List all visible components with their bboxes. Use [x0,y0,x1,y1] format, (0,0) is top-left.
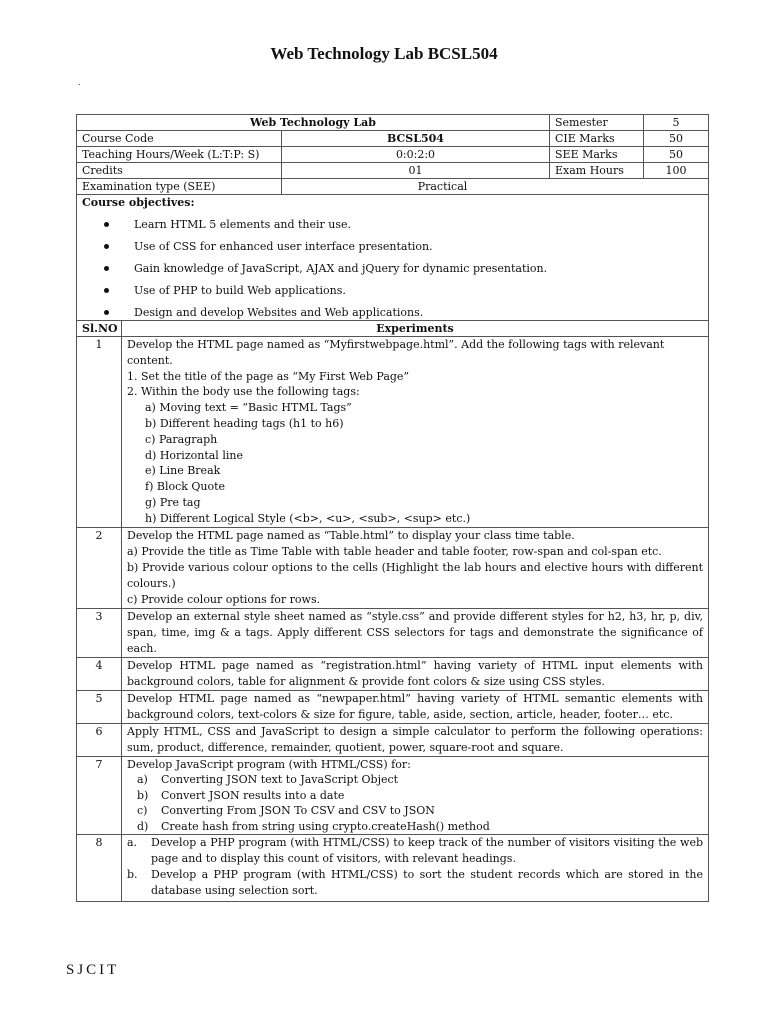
semester-label: Semester [550,115,644,131]
info-label: Credits [77,163,282,179]
experiment-row [77,723,709,756]
experiment-text: Develop HTML page named as “registration.html” having variety of HTML input elements with background colors, table for alignment & provide font colors & size using CSS styles. [122,657,709,690]
experiment-subitem: e) Line Break [145,464,221,478]
info-table [76,114,709,902]
subitem-text: Converting JSON text to JavaScript Object [161,773,399,787]
experiment-text [122,337,709,528]
experiment-line: 2. Within the body use the following tags: [127,385,360,399]
stray-dot: . [78,78,81,87]
experiment-subitem [127,788,703,804]
objective-item: Gain knowledge of JavaScript, AJAX and jQuery for dynamic presentation. [104,261,703,276]
experiment-line: 1. Set the title of the page as “My First Web Page” [127,369,410,383]
info-right-label: SEE Marks [550,147,644,163]
experiment-number: 5 [77,690,122,723]
objectives-list [82,217,703,320]
experiment-number: 6 [77,723,122,756]
experiment-row [77,690,709,723]
objective-item: Learn HTML 5 elements and their use. [104,217,703,232]
experiment-line: Develop JavaScript program (with HTML/CSS) for: [127,757,411,771]
info-right-label: Exam Hours [550,163,644,179]
experiment-text: Apply HTML, CSS and JavaScript to design a simple calculator to perform the following operations: sum, product, difference, remainder, quotient, power, square-root and square. [122,723,709,756]
objective-item: Use of PHP to build Web applications. [104,283,703,298]
subitem-text: Converting From JSON To CSV and CSV to JSON [161,804,435,818]
experiment-text: Develop HTML page named as “newpaper.html” having variety of HTML semantic elements with background colors, text-colors & size for figure, table, aside, section, article, header, footer… etc. [122,690,709,723]
exam-type-value: Practical [282,179,709,195]
info-right-value: 50 [644,131,709,147]
info-label: Teaching Hours/Week (L:T:P: S) [77,147,282,163]
info-value: BCSL504 [282,131,550,147]
subitem-label: a) [137,773,148,787]
experiment-number: 3 [77,608,122,657]
experiment-subitem: a) Moving text = “Basic HTML Tags” [145,401,352,415]
experiment-number: 1 [77,337,122,528]
subitem-label: c) [137,804,148,818]
experiment-subitem: c) Paragraph [145,432,218,446]
experiment-row [77,527,709,608]
experiment-subitem: b) Different heading tags (h1 to h6) [145,416,344,430]
subitem-text: Develop a PHP program (with HTML/CSS) to sort the student records which are stored in the database using selection sort. [151,868,703,898]
experiment-text [122,756,709,835]
semester-value: 5 [644,115,709,131]
experiment-text [122,527,709,608]
document-title: Web Technology Lab BCSL504 [270,44,498,63]
experiments-header: Experiments [122,321,709,337]
experiment-subitem [127,867,703,899]
experiment-text: Develop an external style sheet named as “style.css” and provide different styles for h2, h3, hr, p, div, span, time, img & a tags. Apply different CSS selectors for tags and demonstrate the significance of each. [122,608,709,657]
experiment-row [77,337,709,528]
info-row [77,131,709,147]
experiment-row [77,657,709,690]
info-value: 0:0:2:0 [282,147,550,163]
subitem-label: d) [137,819,149,833]
objective-item: Use of CSS for enhanced user interface presentation. [104,239,703,254]
course-title: Web Technology Lab [77,115,550,131]
experiment-text [122,835,709,902]
slno-header: Sl.NO [77,321,122,337]
subitem-label: a. [127,836,138,850]
experiment-number: 2 [77,527,122,608]
info-row [77,163,709,179]
subitem-text: Convert JSON results into a date [161,788,345,802]
experiment-row [77,608,709,657]
course-objectives-cell [77,195,709,321]
experiment-subitem [127,819,703,835]
experiment-subitem [127,772,703,788]
experiment-subitem: g) Pre tag [145,495,201,509]
experiment-line: a) Provide the title as Time Table with table header and table footer, row-span and col-span etc. [127,544,662,558]
objective-item: Design and develop Websites and Web applications. [104,305,703,320]
info-value: 01 [282,163,550,179]
experiment-subitem [127,835,703,867]
exam-type-label: Examination type (SEE) [77,179,282,195]
experiment-row [77,835,709,902]
subitem-text: Develop a PHP program (with HTML/CSS) to keep track of the number of visitors visiting the web page and to display this count of visitors, with relevant headings. [151,836,703,866]
info-label: Course Code [77,131,282,147]
info-right-label: CIE Marks [550,131,644,147]
info-right-value: 50 [644,147,709,163]
experiment-number: 8 [77,835,122,902]
info-right-value: 100 [644,163,709,179]
footer-institution: SJCIT [66,962,120,978]
experiment-row [77,756,709,835]
experiment-line: Develop the HTML page named as “Myfirstwebpage.html”. Add the following tags with relevant content. [127,338,665,367]
subitem-label: b) [137,788,149,802]
experiment-line: c) Provide colour options for rows. [127,592,321,606]
experiment-subitem: d) Horizontal line [145,448,243,462]
experiment-line: b) Provide various colour options to the cells (Highlight the lab hours and elective hours with different colours.) [127,560,703,590]
experiment-line: Develop the HTML page named as “Table.html” to display your class time table. [127,528,575,542]
info-row [77,147,709,163]
subitem-text: Create hash from string using crypto.createHash() method [161,819,490,833]
experiment-subitem: f) Block Quote [145,480,226,494]
experiment-number: 7 [77,756,122,835]
experiment-number: 4 [77,657,122,690]
objectives-heading: Course objectives: [82,196,195,209]
subitem-label: b. [127,868,138,882]
experiment-subitem: h) Different Logical Style (<b>, <u>, <sub>, <sup> etc.) [145,511,471,525]
experiment-subitem [127,803,703,819]
